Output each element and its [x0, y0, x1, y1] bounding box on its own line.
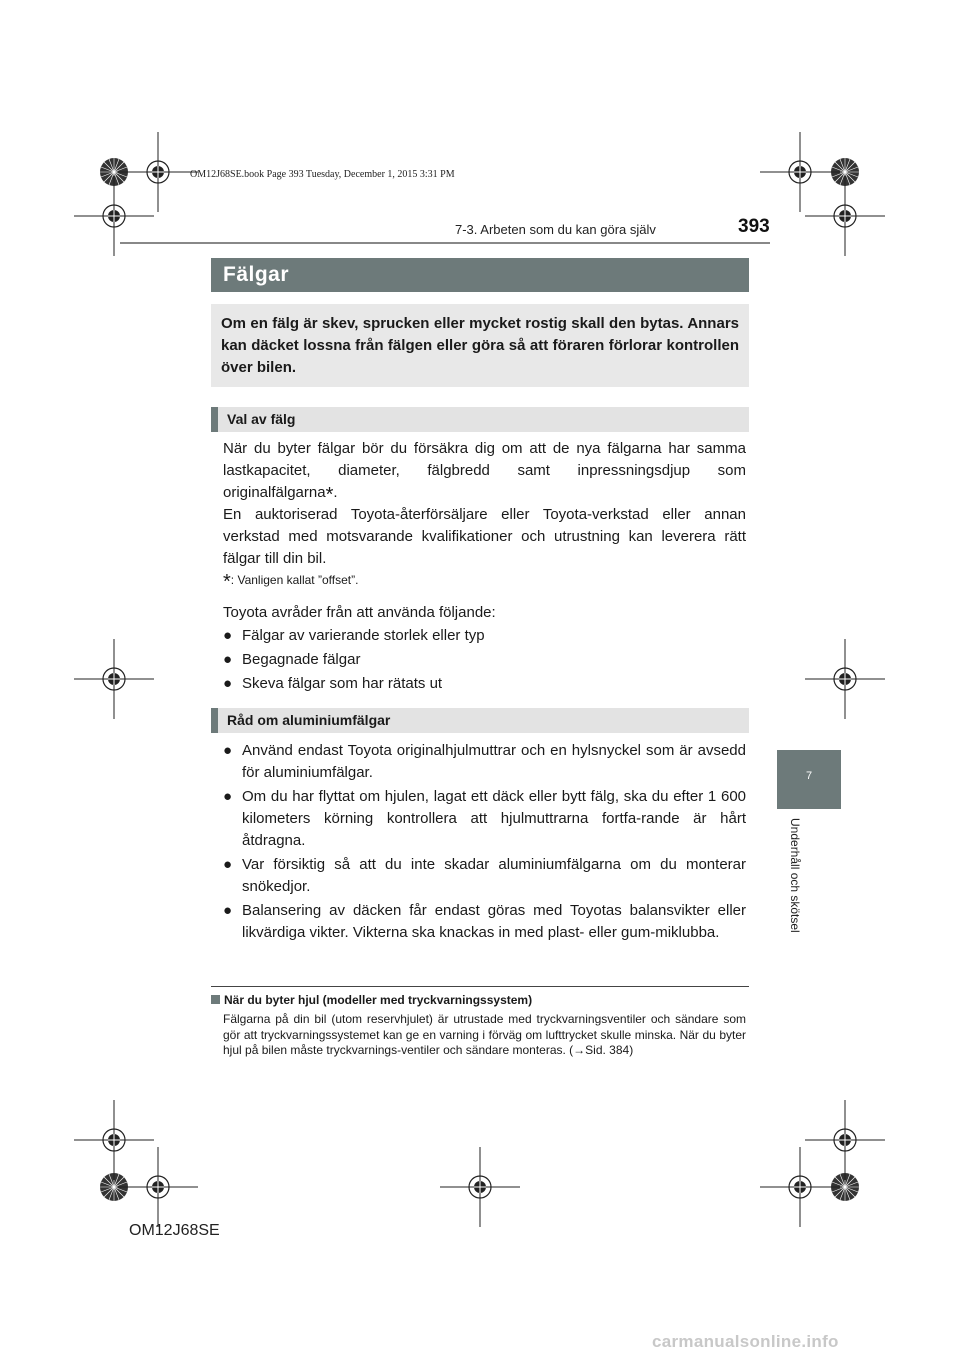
list-item: ● Begagnade fälgar [223, 649, 746, 671]
section-intro: Om en fälg är skev, sprucken eller mycket rostig skall den bytas. Annars kan däcket lossna från fälgen eller göra så att föraren förlorar kontrollen över bilen. [211, 304, 749, 387]
book-print-stamp: OM12J68SE.book Page 393 Tuesday, December 1, 2015 3:31 PM [190, 169, 455, 180]
section-title: Fälgar [211, 258, 749, 292]
avoid-list [223, 625, 746, 697]
dealer-paragraph: En auktoriserad Toyota-återförsäljare eller Toyota-verkstad eller annan verkstad med motsvarande kvalifikationer och utrustning kan leverera rätt fälgar till din bil. [223, 506, 746, 567]
chapter-title: 7-3. Arbeten som du kan göra själv [455, 222, 656, 237]
bullet-icon: ● [223, 856, 233, 873]
bullet-icon: ● [223, 675, 233, 692]
bullet-icon: ● [223, 742, 233, 759]
aluminium-list [223, 740, 746, 946]
wheel-selection-text [223, 438, 746, 570]
chapter-tab-label: Underhåll och skötsel [788, 818, 802, 933]
note-body: Fälgarna på din bil (utom reservhjulet) är utrustade med tryckvarningsventiler och sändare som gör att tryckvarningssystemet kan ge en varning i förväg om lufttrycket skulle minska. När du byter hjul på bilen måste tryckvarnings-ventiler och sändare monteras. (→Sid. 384) [223, 1012, 746, 1057]
watermark: carmanualsonline.info [652, 1332, 839, 1351]
subheading-val-av-falg: Val av fälg [211, 407, 749, 432]
note-square-icon [211, 995, 220, 1004]
page-number: 393 [738, 216, 770, 237]
footnote: *: Vanligen kallat ”offset”. [223, 571, 359, 593]
document-code: OM12J68SE [129, 1222, 220, 1239]
bullet-icon: ● [223, 788, 233, 805]
list-item: ● Skeva fälgar som har rätats ut [223, 673, 746, 695]
list-item: ● Fälgar av varierande storlek eller typ [223, 625, 746, 647]
subheading-aluminium: Råd om aluminiumfälgar [211, 708, 749, 733]
chapter-tab [777, 750, 841, 809]
list-item: ● Använd endast Toyota originalhjulmuttrar och en hylsnyckel som är avsedd för aluminiumfälgar. [223, 740, 746, 784]
avoid-intro: Toyota avråder från att använda följande: [223, 604, 496, 621]
note-divider [211, 986, 749, 987]
note-title: När du byter hjul (modeller med tryckvarningssystem) [211, 993, 532, 1007]
bullet-icon: ● [223, 902, 233, 919]
chapter-tab-number: 7 [805, 770, 813, 782]
wheel-selection-paragraph: När du byter fälgar bör du försäkra dig om att de nya fälgarna har samma lastkapacitet, diameter, fälgbredd samt inpressningsdjup som originalfälgarna*. [223, 440, 746, 506]
list-item: ● Balansering av däcken får endast göras med Toyotas balansvikter eller likvärdiga vikter. Vikterna ska knackas in med plast- eller gum-miklubba. [223, 900, 746, 944]
footnote-marker: * [325, 484, 334, 506]
bullet-icon: ● [223, 651, 233, 668]
header-rule [120, 242, 770, 244]
bullet-icon: ● [223, 627, 233, 644]
list-item: ● Om du har flyttat om hjulen, lagat ett däck eller bytt fälg, ska du efter 1 600 kilometers körning kontrollera att hjulmuttrarna fortfa-rande är hårt åtdragna. [223, 786, 746, 852]
list-item: ● Var försiktig så att du inte skadar aluminiumfälgarna om du monterar snökedjor. [223, 854, 746, 898]
